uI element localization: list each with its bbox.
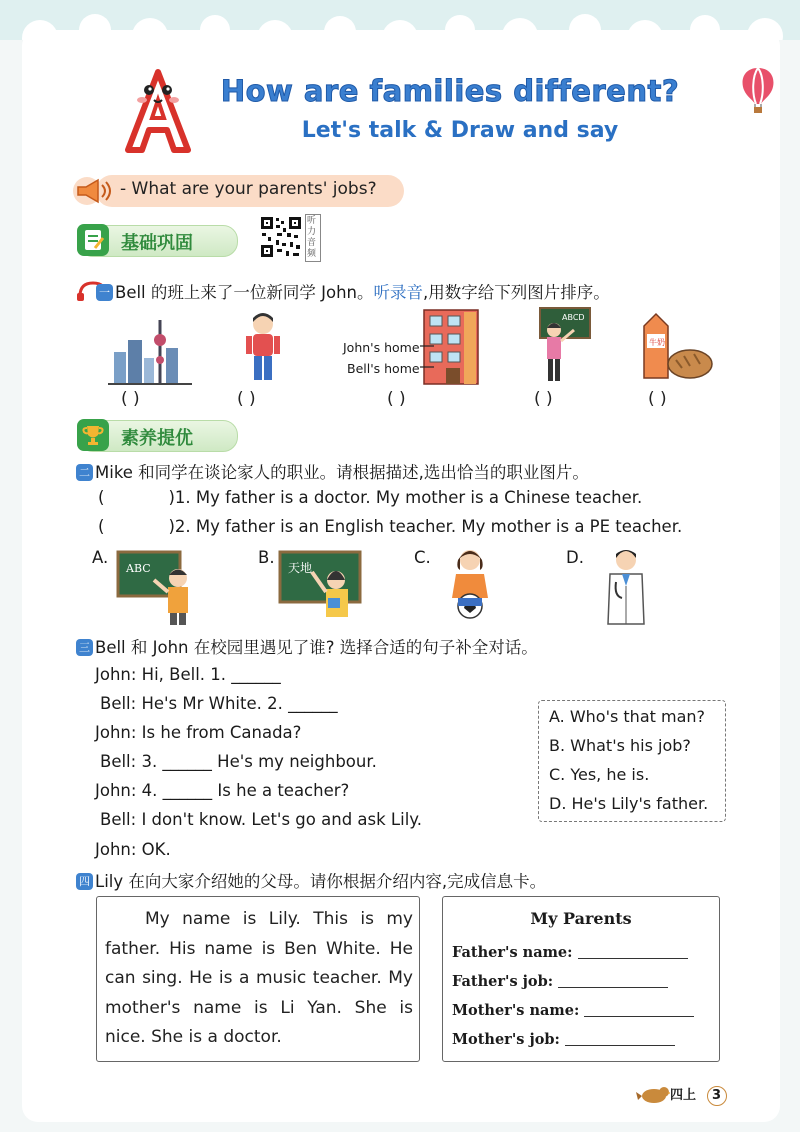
- lesson-title: How are families different?: [220, 74, 680, 108]
- q3-choices-box: [538, 700, 726, 822]
- q2-option-c-label: C.: [414, 548, 431, 567]
- q3-instruction: 三 Bell 和 John 在校园里遇见了谁? 选择合适的句子补全对话。: [76, 634, 538, 658]
- footer-bird-icon: [636, 1082, 670, 1106]
- q4-instruction: 四 Lily 在向大家介绍她的父母。请你根据介绍内容,完成信息卡。: [76, 868, 546, 892]
- milk-and-bread-picture: [638, 310, 714, 382]
- q2-option-a-label: A.: [92, 548, 109, 567]
- dialogue-line-7: John: OK.: [95, 840, 171, 859]
- lesson-subtitle: Let's talk & Draw and say: [301, 118, 619, 143]
- q2-instruction: 二 Mike 和同学在谈论家人的职业。请根据描述,选出恰当的职业图片。: [76, 459, 589, 483]
- q2-item-2: ( )2. My father is an English teacher. My mother is a PE teacher.: [98, 517, 683, 536]
- trophy-icon: [77, 419, 109, 451]
- q4-number: 四: [76, 873, 93, 890]
- footer-page-number: 3: [707, 1086, 727, 1106]
- choice-a: A. Who's that man?: [549, 707, 706, 726]
- apartment-building-picture: [420, 306, 482, 386]
- boy-john-picture: [240, 312, 286, 384]
- story-box: [96, 896, 420, 1062]
- q2-number: 二: [76, 464, 93, 481]
- choice-c: C. Yes, he is.: [549, 765, 650, 784]
- city-skyline-picture: [108, 318, 192, 386]
- field-father-name[interactable]: Father's name:: [452, 944, 688, 961]
- pe-teacher-picture: [440, 546, 500, 626]
- dialogue-line-2: Bell: He's Mr White. 2. ______: [100, 694, 338, 713]
- board-b-text: 天地: [288, 561, 313, 575]
- info-card-title: My Parents: [530, 909, 632, 928]
- milk-label: 牛奶: [649, 338, 665, 347]
- q1-number: 一: [96, 284, 113, 301]
- board-a-text: ABC: [126, 562, 151, 575]
- english-teacher-picture: [116, 550, 202, 626]
- choice-d: D. He's Lily's father.: [549, 794, 709, 813]
- field-mother-job[interactable]: Mother's job:: [452, 1031, 675, 1048]
- q1-instruction: 一 Bell 的班上来了一位新同学 John。听录音,用数字给下列图片排序。: [76, 279, 610, 303]
- q2-option-d-label: D.: [566, 548, 584, 567]
- section-basic-header: [78, 225, 238, 257]
- q1-answer-3[interactable]: ( ): [387, 389, 406, 409]
- q2-item-1: ( )1. My father is a doctor. My mother is a Chinese teacher.: [98, 488, 643, 507]
- section-basic-label: 基础巩固: [121, 233, 193, 254]
- unit-letter-mascot: [118, 66, 198, 156]
- q1-answer-4[interactable]: ( ): [534, 389, 553, 409]
- field-mother-name[interactable]: Mother's name:: [452, 1002, 694, 1019]
- dialogue-line-6: Bell: I don't know. Let's go and ask Lily.: [100, 810, 422, 829]
- q1-answer-2[interactable]: ( ): [237, 389, 256, 409]
- q2-option-b-label: B.: [258, 548, 275, 567]
- q3-number: 三: [76, 639, 93, 656]
- qr-code-icon[interactable]: [259, 215, 303, 259]
- choice-b: B. What's his job?: [549, 736, 691, 755]
- q1-answer-1[interactable]: ( ): [121, 389, 140, 409]
- dialogue-line-3: John: Is he from Canada?: [95, 723, 302, 742]
- chinese-teacher-picture: [278, 550, 364, 626]
- notepad-icon: [77, 224, 109, 256]
- dialogue-line-5: John: 4. ______ Is he a teacher?: [95, 781, 350, 800]
- hot-air-balloon-icon: [738, 66, 778, 114]
- topic-question: - What are your parents' jobs?: [120, 179, 377, 199]
- field-father-job[interactable]: Father's job:: [452, 973, 668, 990]
- building-label-bell: Bell's home: [347, 361, 420, 376]
- story-text: My name is Lily. This is my father. His name is Ben White. He can sing. He is a music teacher. My mother's name is Li Yan. She is nice. She is a doctor.: [105, 909, 413, 1047]
- dialogue-line-4: Bell: 3. ______ He's my neighbour.: [100, 752, 377, 771]
- footer-grade: 四上: [670, 1088, 697, 1103]
- board-letters: ABCD: [562, 313, 585, 322]
- footer-page: [670, 1084, 727, 1106]
- qr-caption: 听力音频: [305, 214, 321, 262]
- doctor-picture: [598, 546, 654, 626]
- dialogue-line-1: John: Hi, Bell. 1. ______: [95, 665, 281, 684]
- q1-answer-5[interactable]: ( ): [648, 389, 667, 409]
- section-quality-label: 素养提优: [121, 428, 193, 449]
- info-card: [442, 896, 720, 1062]
- megaphone-icon: [72, 176, 116, 206]
- section-quality-header: [78, 420, 238, 452]
- teacher-at-board-picture: [530, 306, 592, 386]
- building-label-john: John's home: [343, 340, 420, 355]
